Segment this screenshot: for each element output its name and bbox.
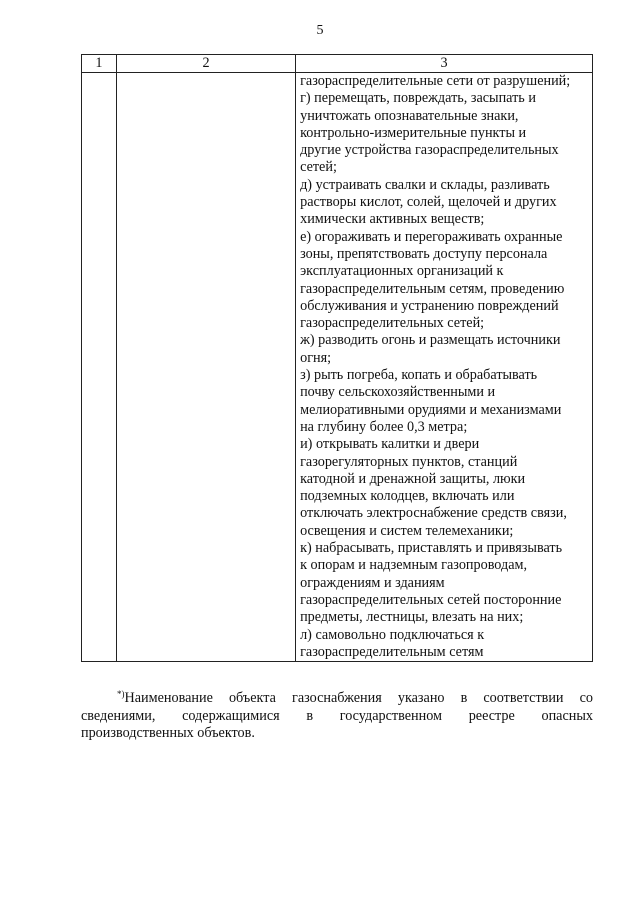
text-line: катодной и дренажной защиты, люки [300,470,526,487]
text-line: огня; [300,349,332,366]
text-line: и) открывать калитки и двери [300,436,480,453]
text-line: отключать электроснабжение средств связи, [300,505,567,522]
column-header-3: 3 [296,55,593,73]
text-line: е) огораживать и перегораживать охранные [300,228,563,245]
footnote-marker: *) [117,689,125,699]
text-line: ж) разводить огонь и размещать источники [300,332,561,349]
text-line: л) самовольно подключаться к [300,626,485,643]
text-line: газораспределительным сетям, проведению [300,280,565,297]
column-header-2: 2 [116,55,295,73]
column-2-cell [116,73,295,662]
text-line: к) набрасывать, приставлять и привязывать [300,540,563,557]
column-1-cell [82,73,117,662]
column-3-cell [296,73,593,662]
footnote-text: Наименование объекта газоснабжения указано в соответствии со сведениями, содержащимися в государственном реестре опасных производственных объектов. [81,690,593,742]
text-line: другие устройства газораспределительных [300,142,559,159]
text-line: мелиоративными орудиями и механизмами [300,401,562,418]
text-line: предметы, лестницы, влезать на них; [300,609,524,626]
text-line: газорегуляторных пунктов, станций [300,453,518,470]
text-line: з) рыть погреба, копать и обрабатывать [300,367,538,384]
text-line: освещения и систем телемеханики; [300,522,514,539]
document-table [81,54,593,662]
footnote [81,686,593,743]
text-line: уничтожать опознавательные знаки, [300,107,519,124]
text-line: ограждениям и зданиям [300,574,445,591]
page-number: 5 [316,23,324,38]
text-line: обслуживания и устранению повреждений [300,297,559,314]
column-header-1: 1 [82,55,117,73]
text-line: на глубину более 0,3 метра; [300,418,468,435]
table-row [82,73,593,662]
text-line: газораспределительных сетей; [300,315,485,332]
text-line: химически активных веществ; [300,211,485,228]
text-line: подземных колодцев, включать или [300,488,515,505]
text-line: д) устраивать свалки и склады, разливать [300,176,550,193]
text-line: зоны, препятствовать доступу персонала [300,245,548,262]
text-line: эксплуатационных организаций к [300,263,504,280]
text-line: контрольно-измерительные пункты и [300,124,527,141]
table-header-row [82,55,593,73]
text-line: газораспределительным сетям [300,643,484,660]
text-line: растворы кислот, солей, щелочей и других [300,194,557,211]
text-line: г) перемещать, повреждать, засыпать и [300,90,536,107]
text-line: газораспределительные сети от разрушений; [300,73,571,89]
text-line: к опорам и надземным газопроводам, [300,557,528,574]
text-line: газораспределительных сетей посторонние [300,591,562,608]
text-line: сетей; [300,159,337,176]
text-line: почву сельскохозяйственными и [300,384,496,401]
